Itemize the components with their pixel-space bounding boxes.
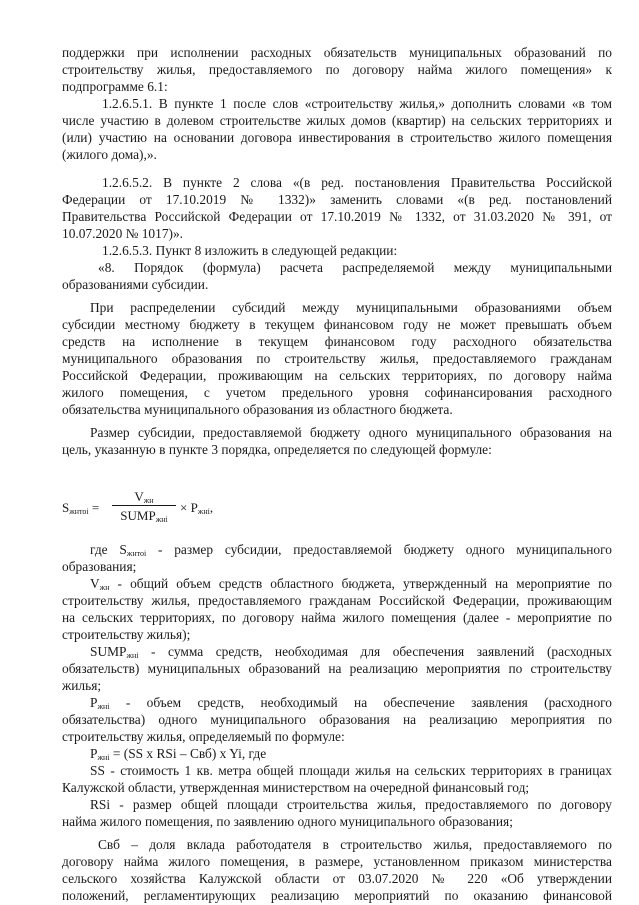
text-line: SS - стоимость 1 кв. метра общей площади жилья на сельских территориях в границах	[90, 763, 612, 778]
text-line: числе участию в долевом строительстве жилых домов (квартир) на сельских территориях и	[62, 113, 612, 128]
text-line: муниципального образования по строительству жилья, предоставляемого гражданам	[62, 351, 612, 366]
text-line: строительству жилья);	[62, 627, 191, 642]
formula-rhs: × $P_{жнi}$,	[180, 500, 214, 516]
formula-numerator: $V_{жн}$	[134, 489, 154, 505]
text-line: Свб – доля вклада работодателя в строительство жилья, предоставляемого по	[98, 837, 612, 852]
text-line: строительству жилья, предоставляемого гражданам Российской Федерации, проживающим	[62, 593, 612, 608]
text-line: 10.07.2020 № 1017)».	[62, 226, 184, 241]
text-line: (жилого дома),».	[62, 147, 157, 162]
text-line: RSi - размер общей площади строительства жилья, предоставляемого по договору	[90, 797, 612, 812]
text-line: образования;	[62, 559, 137, 574]
text-line: подпрограмме 6.1:	[62, 79, 168, 94]
text-line: 1.2.6.5.1. В пункте 1 после слов «строительству жилья,» дополнить словами «в том	[102, 96, 612, 111]
text-line: обязательства муниципального образования из областного бюджета.	[62, 402, 453, 417]
text-line: $V_{жн}$ - общий объем средств областного бюджета, утвержденный на мероприятие по	[90, 576, 612, 592]
text-line: Размер субсидии, предоставляемой бюджету одного муниципального образования на	[90, 425, 612, 440]
text-line: субсидии местному бюджету в текущем финансовом году не может превышать объем	[62, 317, 612, 332]
text-line: Правительства Российской Федерации от 17.10.2019 № 1332, от 31.03.2020 № 391, от	[62, 209, 612, 224]
text-line: обязательства) одного муниципального образования на реализацию мероприятия по	[62, 712, 612, 727]
subsidy-formula	[62, 489, 262, 529]
text-line: $P_{жнi} = (SS$ x RSi – Свб) x Yi, где	[90, 746, 267, 762]
text-line: Российской Федерации, проживающим на сельских территориях, по договору найма	[62, 368, 612, 383]
text-line: обязательств) муниципальных образований на реализацию мероприятия по строительству	[62, 661, 612, 676]
text-line: образованиями субсидии.	[62, 277, 209, 292]
text-line: «8. Порядок (формула) расчета распределяемой между муниципальными	[98, 260, 612, 275]
fraction-bar	[112, 505, 176, 506]
text-line: поддержки при исполнении расходных обязательств муниципальных образований по	[62, 45, 612, 60]
text-line: $SUMP_{жнi}$ - сумма средств, необходимая для обеспечения заявлений (расходных	[90, 644, 612, 660]
text-line: цель, указанную в пункте 3 порядка, определяется по следующей формуле:	[62, 442, 492, 457]
text-line: жилья;	[62, 678, 102, 693]
text-line: найма жилого помещения, по заявлению одного муниципального образования;	[62, 814, 513, 829]
text-line: жилого помещения, с учетом предельного уровня софинансирования расходного	[62, 385, 612, 400]
text-line: положений, регламентирующих реализацию мероприятий по оказанию финансовой	[62, 888, 612, 903]
text-line: сельского хозяйства Калужской области от 03.07.2020 № 220 «Об утверждении	[62, 871, 612, 886]
text-line: При распределении субсидий между муниципальными образованиями объем	[90, 300, 612, 315]
text-line: Федерации от 17.10.2019 № 1332)» заменить словами «(в ред. постановлений	[62, 192, 612, 207]
formula-fraction	[112, 489, 176, 524]
text-line: 1.2.6.5.2. В пункте 2 слова «(в ред. постановления Правительства Российской	[102, 175, 612, 190]
text-line: Калужской области, утвержденная министерством на очередной финансовый год;	[62, 780, 530, 795]
text-line: договору найма жилого помещения, в размере, установленном приказом министерства	[62, 854, 612, 869]
text-line: 1.2.6.5.3. Пункт 8 изложить в следующей редакции:	[102, 243, 398, 258]
formula-lhs: $S_{жнтоі}$ =	[62, 500, 100, 516]
text-line: строительству жилья, предоставляемого по договору найма жилого помещения» к	[62, 62, 612, 77]
text-line: где $S_{жнтоі}$ - размер субсидии, предоставляемой бюджету одного муниципального	[90, 542, 612, 558]
text-line: строительству жилья, определяемый по формуле:	[62, 729, 345, 744]
text-line: (или) участию на основании договора инвестирования в строительство жилого помещения	[62, 130, 612, 145]
formula-denominator: $SUMP_{жнi}$	[120, 508, 168, 524]
text-line: средств на исполнение в текущем финансовом году расходного обязательства	[62, 334, 612, 349]
text-line: на сельских территориях, по договору найма жилого помещения (далее - мероприятие по	[62, 610, 612, 625]
text-line: $P_{жнi}$ - объем средств, необходимый на обеспечение заявления (расходного	[90, 695, 612, 711]
